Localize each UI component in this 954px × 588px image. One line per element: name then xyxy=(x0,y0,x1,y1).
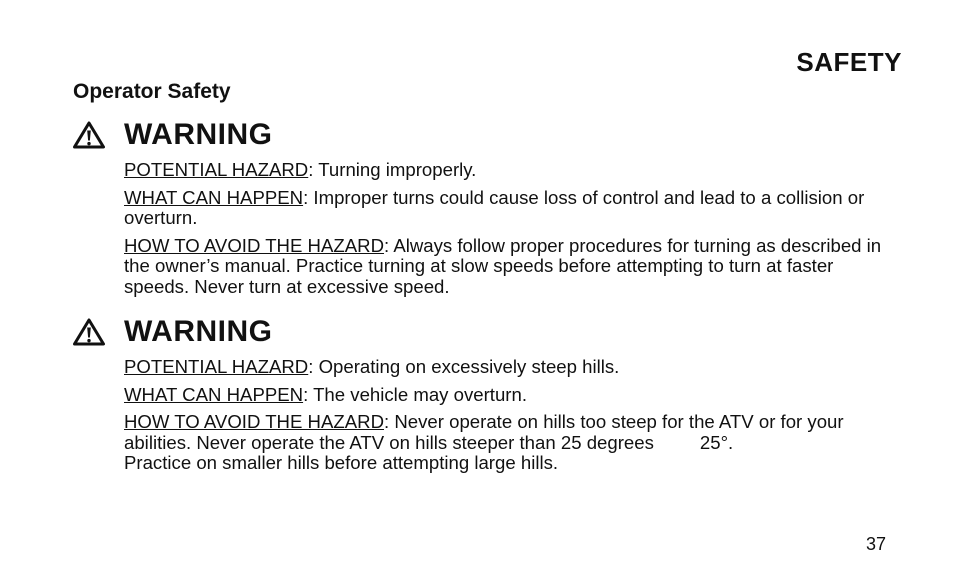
potential-hazard-label: POTENTIAL HAZARD xyxy=(124,356,309,377)
section-title: SAFETY xyxy=(796,47,902,77)
potential-hazard xyxy=(124,160,893,181)
what-can-happen-text: : Improper turns could cause loss of control and lead to a collision or overturn. xyxy=(124,186,865,228)
warning-block xyxy=(73,116,893,304)
how-to-avoid xyxy=(124,236,893,298)
what-can-happen-text: : The vehicle may overturn. xyxy=(303,383,527,405)
warning-title: WARNING xyxy=(124,315,273,348)
what-can-happen xyxy=(124,188,893,229)
what-can-happen-label: WHAT CAN HAPPEN xyxy=(124,383,304,405)
how-to-avoid xyxy=(124,412,893,474)
how-to-avoid-text-continued: Practice on smaller hills before attempting large hills. xyxy=(124,452,559,473)
potential-hazard-text: : Operating on excessively steep hills. xyxy=(308,356,620,377)
potential-hazard xyxy=(124,357,893,378)
page-number: 37 xyxy=(865,534,886,554)
degree-value: 25°. xyxy=(699,431,734,453)
warning-header xyxy=(73,116,893,154)
warning-title: WARNING xyxy=(124,118,273,151)
what-can-happen xyxy=(124,385,893,406)
how-to-avoid-text: : Never operate on hills too steep for the ATV or for your abilities. Never operate the ATV on hills steeper than 25 degrees xyxy=(124,411,844,453)
warning-body xyxy=(124,160,893,297)
how-to-avoid-label: HOW TO AVOID THE HAZARD xyxy=(124,411,385,432)
how-to-avoid-label: HOW TO AVOID THE HAZARD xyxy=(124,234,385,256)
warning-body xyxy=(124,357,893,474)
subsection-title: Operator Safety xyxy=(73,80,231,103)
potential-hazard-label: POTENTIAL HAZARD xyxy=(124,159,309,180)
warning-header xyxy=(73,313,893,351)
how-to-avoid-text: : Always follow proper procedures for turning as described in the owner’s manual. Practice turning at slow speeds before attempting to turn at faster speeds. Never turn at excessive speed. xyxy=(124,234,882,297)
potential-hazard-text: : Turning improperly. xyxy=(308,159,477,180)
what-can-happen-label: WHAT CAN HAPPEN xyxy=(124,186,304,208)
warning-triangle-icon xyxy=(73,121,105,149)
warning-block xyxy=(73,313,893,481)
warning-triangle-icon xyxy=(73,318,105,346)
